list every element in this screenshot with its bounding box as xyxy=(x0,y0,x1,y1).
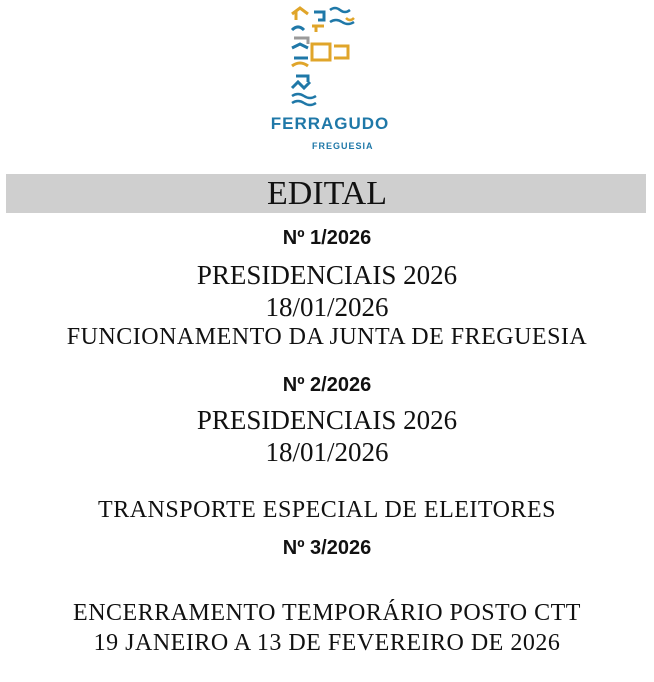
ferragudo-logo xyxy=(250,4,410,150)
page-title: EDITAL xyxy=(266,175,387,212)
notice-1-number: Nº 1/2026 xyxy=(282,227,372,249)
ferragudo-logo-icon xyxy=(286,4,366,109)
brand-subtitle: FREGUESIA xyxy=(312,141,374,151)
notice-1-date: 18/01/2026 xyxy=(265,292,389,322)
notice-3-number: Nº 3/2026 xyxy=(282,537,372,559)
notice-3-subject: ENCERRAMENTO TEMPORÁRIO POSTO CTT xyxy=(73,600,581,626)
notice-2-number: Nº 2/2026 xyxy=(282,374,372,396)
notice-1-title: PRESIDENCIAIS 2026 xyxy=(196,260,458,290)
notice-2-subject: TRANSPORTE ESPECIAL DE ELEITORES xyxy=(98,497,556,523)
notice-3-period: 19 JANEIRO A 13 DE FEVEREIRO DE 2026 xyxy=(93,630,561,656)
notice-2-date: 18/01/2026 xyxy=(265,437,389,467)
brand-name: FERRAGUDO xyxy=(270,114,390,133)
notice-1-subject: FUNCIONAMENTO DA JUNTA DE FREGUESIA xyxy=(66,324,588,350)
notice-2-title: PRESIDENCIAIS 2026 xyxy=(196,405,458,435)
